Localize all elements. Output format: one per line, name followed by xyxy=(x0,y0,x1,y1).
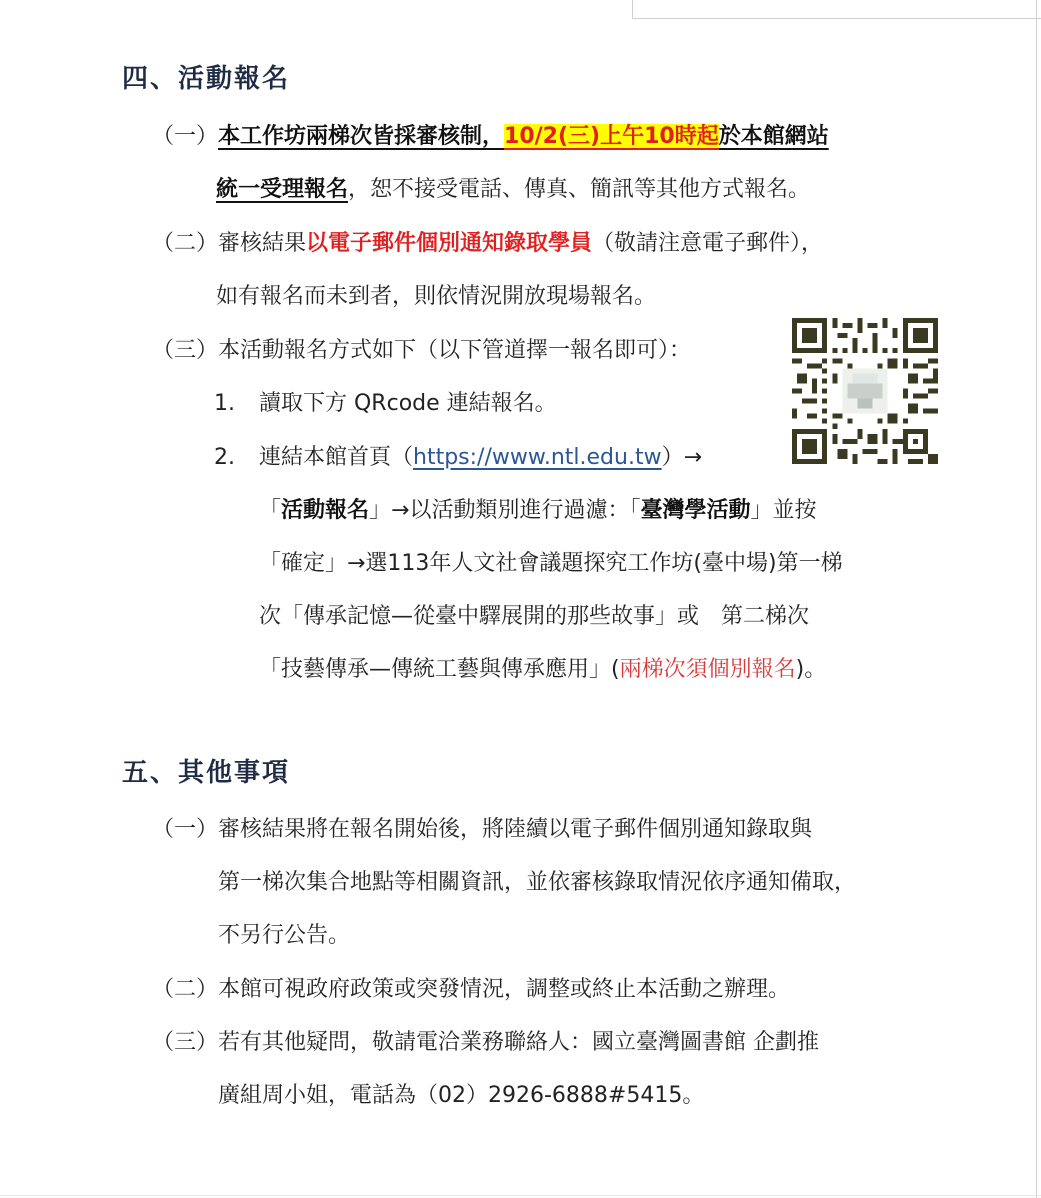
s4-item1-rest: ，恕不接受電話、傳真、簡訊等其他方式報名。 xyxy=(348,177,811,202)
s5-item1-line3: 不另行公告。 xyxy=(218,923,351,948)
s4-item1-date: 10/2(三)上午10時起 xyxy=(504,124,719,149)
s4-sub2-text2: ）→ xyxy=(661,445,702,470)
s5-item3-line1 xyxy=(152,1028,819,1058)
s4-sub2-l5a: 「技藝傳承—傳統工藝與傳承應用」( xyxy=(259,657,620,682)
s5-item1-l1: 審核結果將在報名開始後，將陸續以電子郵件個別通知錄取與 xyxy=(218,817,813,842)
s5-item2-num: （二） xyxy=(152,977,219,1002)
s4-sub2-l2a: 「 xyxy=(259,498,282,523)
s4-sub2-l5b: 兩梯次須個別報名 xyxy=(619,657,796,682)
s4-sub2-line2 xyxy=(259,496,817,526)
page-edge-right xyxy=(1036,0,1037,1198)
s4-item1-bold3: 統一受理報名 xyxy=(216,177,349,202)
s4-sub2-line4: 次「傳承記憶—從臺中驛展開的那些故事」或 第二梯次 xyxy=(259,604,810,629)
s4-item1-line1 xyxy=(152,122,829,152)
s5-item3-line2: 廣組周小姐，電話為（02）2926-6888#5415。 xyxy=(218,1083,705,1108)
s4-sub2-l2e: 」並按 xyxy=(750,498,817,523)
s4-sub2-l2c: 」→以活動類別進行過濾：「 xyxy=(369,498,641,523)
s4-item2-text1: 審核結果 xyxy=(218,231,307,256)
s4-sub2-line5 xyxy=(259,655,826,685)
s5-item1-line2: 第一梯次集合地點等相關資訊，並依審核錄取情況依序通知備取， xyxy=(218,870,857,895)
s4-sub2-line3: 「確定」→選113年人文社會議題探究工作坊(臺中場)第一梯 xyxy=(259,551,843,576)
section4-title: 四、活動報名 xyxy=(122,64,291,94)
s4-item2-line1 xyxy=(152,229,823,259)
s5-item2-line1 xyxy=(152,975,790,1005)
page-edge-bottom xyxy=(0,1195,1041,1196)
s5-item3-num: （三） xyxy=(152,1030,219,1055)
s4-item2-red: 以電子郵件個別通知錄取學員 xyxy=(306,231,593,256)
s4-item3-line1 xyxy=(152,336,691,366)
s4-item3-text: 本活動報名方式如下（以下管道擇一報名即可）： xyxy=(218,338,692,363)
s5-item3-l1: 若有其他疑問，敬請電洽業務聯絡人：國立臺灣圖書館 企劃推 xyxy=(218,1030,820,1055)
s4-sub2-num: 2. xyxy=(214,445,235,470)
s4-sub2-line1 xyxy=(259,443,702,473)
s5-item1-num: （一） xyxy=(152,817,219,842)
s4-item1-bold1: 本工作坊兩梯次皆採審核制， xyxy=(218,124,505,149)
s4-sub2-text1: 連結本館首頁（ xyxy=(259,445,414,470)
s4-sub2-l5c: )。 xyxy=(795,657,827,682)
s4-item2-text2: （敬請注意電子郵件）， xyxy=(592,231,824,256)
s5-item1-line1 xyxy=(152,815,812,845)
s5-item2-text: 本館可視政府政策或突發情況，調整或終止本活動之辦理。 xyxy=(218,977,791,1002)
s4-item1-line2 xyxy=(216,175,810,205)
s4-item2-num: （二） xyxy=(152,231,219,256)
qr-code-icon[interactable] xyxy=(792,318,938,464)
s4-sub2-activity: 活動報名 xyxy=(281,498,370,523)
s4-item2-line2: 如有報名而未到者，則依情況開放現場報名。 xyxy=(216,284,657,309)
s4-item1-bold2: 於本館網站 xyxy=(718,124,829,149)
s4-sub1-num: 1. xyxy=(214,391,235,416)
section5-title: 五、其他事項 xyxy=(122,758,291,788)
s4-item1-num: （一） xyxy=(152,124,219,149)
s4-sub2-taiwan: 臺灣學活動 xyxy=(640,498,751,523)
s4-item3-num: （三） xyxy=(152,338,219,363)
s4-sub1-text: 讀取下方 QRcode 連結報名。 xyxy=(259,391,557,416)
page-frame-top xyxy=(632,0,1041,19)
ntl-homepage-link[interactable]: https://www.ntl.edu.tw xyxy=(413,445,662,470)
